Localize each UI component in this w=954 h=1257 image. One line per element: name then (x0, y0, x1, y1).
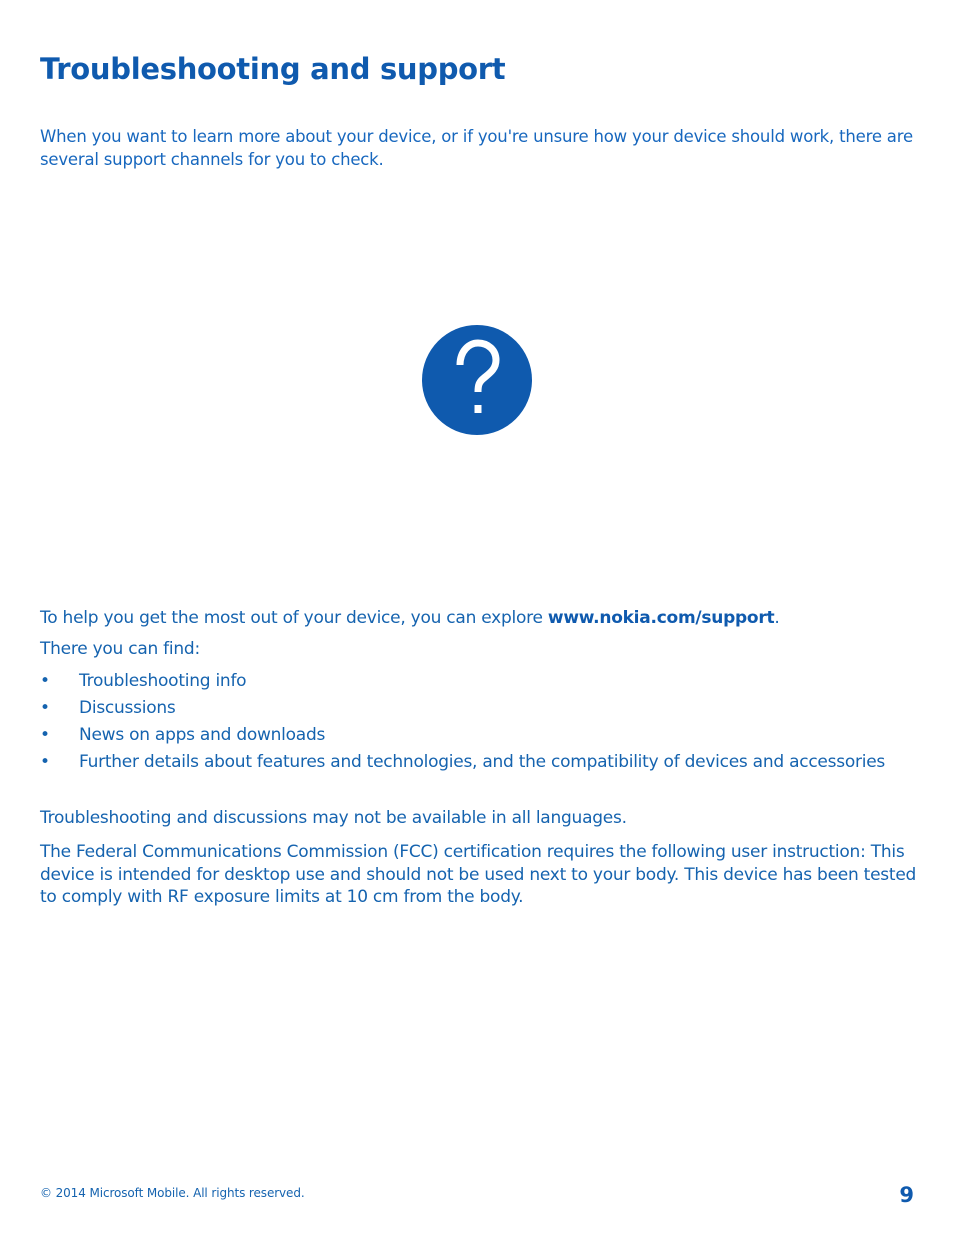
bullet-icon: • (40, 725, 50, 745)
list-item-text: Further details about features and technologies, and the compatibility of devices and accessories (79, 752, 886, 772)
page-title: Troubleshooting and support (40, 52, 506, 86)
support-text-prefix: To help you get the most out of your device, you can explore (40, 608, 548, 628)
bullet-icon: • (40, 752, 50, 772)
support-options-list (40, 670, 920, 778)
support-link[interactable]: www.nokia.com/support (547, 608, 775, 628)
find-intro: There you can find: (40, 639, 200, 659)
bullet-icon: • (40, 698, 50, 718)
list-item-text: News on apps and downloads (79, 725, 326, 745)
list-item (40, 751, 920, 774)
fcc-note: The Federal Communications Commission (FCC) certification requires the following user instruction: This device is intended for desktop use and should not be used next to your body. This device has been tested to comply with RF exposure limits at 10 cm from the body. (40, 842, 917, 907)
list-item-text: Discussions (79, 698, 176, 718)
intro-paragraph: When you want to learn more about your device, or if you're unsure how your device should work, there are several support channels for you to check. (40, 127, 913, 169)
list-item (40, 670, 920, 693)
page-number: 9 (899, 1183, 914, 1207)
list-item (40, 724, 920, 747)
copyright-text: © 2014 Microsoft Mobile. All rights reserved. (40, 1186, 305, 1200)
bullet-icon: • (40, 671, 50, 691)
support-paragraph (40, 607, 930, 630)
availability-note: Troubleshooting and discussions may not be available in all languages. (40, 808, 627, 828)
question-mark-circle-icon (422, 325, 532, 435)
list-item (40, 697, 920, 720)
list-item-text: Troubleshooting info (79, 671, 247, 691)
support-text-suffix: . (774, 608, 780, 628)
